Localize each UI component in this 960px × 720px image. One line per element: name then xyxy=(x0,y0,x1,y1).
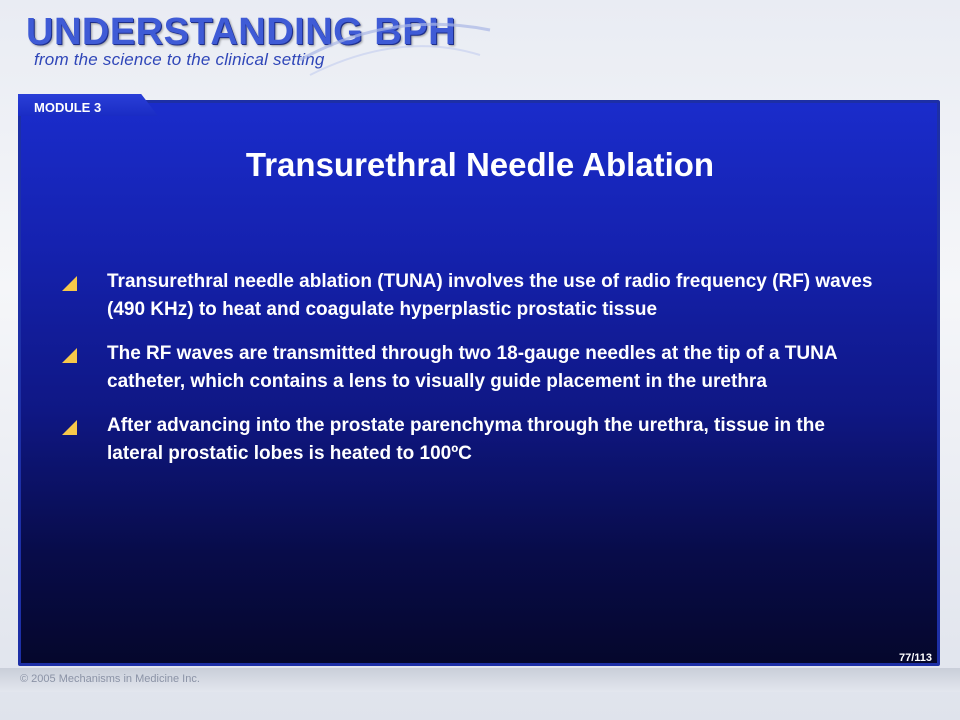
module-label: MODULE 3 xyxy=(34,100,102,115)
logo-subtitle: from the science to the clinical setting xyxy=(34,50,325,69)
slide-title: Transurethral Needle Ablation xyxy=(245,146,715,183)
bullet-text: After advancing into the prostate parenchyma through the urethra, tissue in the lateral prostatic lobes is heated to 100ºC xyxy=(107,415,825,464)
logo-swoosh-icon xyxy=(300,0,500,90)
bullet-item xyxy=(62,412,882,468)
bullet-list xyxy=(62,268,882,484)
page-number: 77/113 xyxy=(898,652,932,664)
bullet-item xyxy=(62,340,882,396)
bullet-text: The RF waves are transmitted through two 18-gauge needles at the tip of a TUNA catheter, which contains a lens to visually guide placement in the urethra xyxy=(107,343,837,392)
triangle-bullet-icon xyxy=(62,420,77,435)
triangle-bullet-icon xyxy=(62,276,77,291)
bullet-item xyxy=(62,268,882,324)
bullet-text: Transurethral needle ablation (TUNA) involves the use of radio frequency (RF) waves (490 KHz) to heat and coagulate hyperplastic prostatic tissue xyxy=(107,271,873,320)
copyright: © 2005 Mechanisms in Medicine Inc. xyxy=(20,673,200,685)
triangle-bullet-icon xyxy=(62,348,77,363)
header xyxy=(0,0,960,100)
logo-title: UNDERSTANDING BPH xyxy=(26,11,457,53)
